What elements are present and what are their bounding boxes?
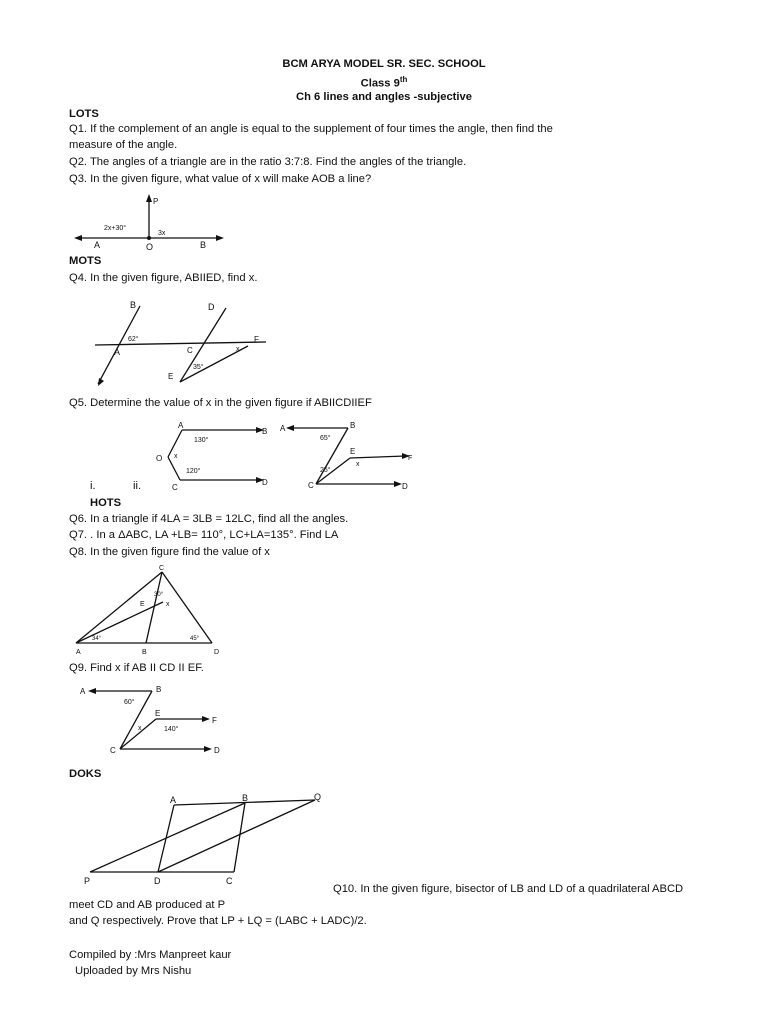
- angle-b-label: 65°: [320, 435, 331, 442]
- point-b: B: [242, 793, 249, 803]
- figure-q9: [80, 682, 230, 762]
- point-d: D: [154, 876, 161, 886]
- figure-label-i: i.: [90, 480, 96, 492]
- question-4: Q4. In the given figure, ABIIED, find x.: [69, 272, 258, 284]
- point-f: F: [408, 455, 413, 462]
- point-q: Q: [314, 792, 322, 802]
- question-1-line-1: Q1. If the complement of an angle is equal to the supplement of four times the angle, then find the: [69, 123, 553, 135]
- question-2: Q2. The angles of a triangle are in the ratio 3:7:8. Find the angles of the triangle.: [69, 156, 467, 168]
- point-b: B: [142, 649, 147, 656]
- point-f: F: [212, 716, 217, 725]
- point-o: O: [156, 454, 163, 463]
- question-9: Q9. Find x if AB II CD II EF.: [69, 662, 204, 674]
- point-c: C: [226, 876, 233, 886]
- angle-d-label: 45°: [190, 636, 200, 642]
- point-a: A: [178, 421, 184, 430]
- question-10-line-2: meet CD and AB produced at P: [69, 899, 226, 911]
- figure-q4: [90, 298, 280, 390]
- figure-q5-i: [148, 418, 273, 493]
- angle-c-label: 30°: [154, 592, 164, 598]
- figure-label-ii: ii.: [133, 480, 142, 492]
- point-b: B: [350, 421, 356, 430]
- point-p: P: [84, 876, 91, 886]
- point-a: A: [80, 687, 86, 696]
- question-10-line-1: Q10. In the given figure, bisector of LB and LD of a quadrilateral ABCD: [333, 883, 684, 895]
- angle-a-label: 62°: [128, 336, 139, 343]
- angle-e-label: 140°: [164, 726, 179, 733]
- point-a: A: [76, 649, 81, 656]
- point-e: E: [168, 372, 174, 381]
- angle-b-label: 60°: [124, 699, 135, 706]
- compiled-by: Compiled by :Mrs Manpreet kaur: [69, 949, 232, 961]
- section-mots: MOTS: [69, 255, 102, 267]
- figure-q10: [82, 792, 330, 888]
- point-d: D: [262, 478, 268, 487]
- class-suffix: th: [399, 75, 408, 84]
- question-3: Q3. In the given figure, what value of x will make AOB a line?: [69, 173, 372, 185]
- question-1-line-2: measure of the angle.: [69, 139, 178, 151]
- figure-q5-ii: [280, 418, 420, 493]
- uploaded-by: Uploaded by Mrs Nishu: [75, 965, 192, 977]
- section-lots: LOTS: [69, 108, 99, 120]
- point-a: A: [114, 347, 121, 357]
- point-o: O: [146, 242, 154, 252]
- question-10-line-3: and Q respectively. Prove that LP + LQ = (LABC + LADC)/2.: [69, 915, 367, 927]
- point-b: B: [156, 685, 162, 694]
- point-a: A: [94, 240, 101, 250]
- point-c: C: [172, 483, 178, 492]
- point-c: C: [159, 565, 165, 572]
- point-b: B: [262, 427, 268, 436]
- point-e: E: [155, 709, 161, 718]
- figure-q8: [70, 564, 230, 656]
- angle-a-label: 34°: [92, 636, 102, 642]
- school-name: BCM ARYA MODEL SR. SEC. SCHOOL: [282, 58, 486, 70]
- class-text: Class 9: [360, 77, 400, 90]
- angle-f-label: x: [236, 346, 240, 353]
- angle-x-label: x: [166, 601, 170, 608]
- angle-bottom-label: 120°: [186, 468, 201, 475]
- section-hots: HOTS: [90, 497, 122, 509]
- angle-x-label: x: [174, 453, 178, 460]
- angle-x-label: x: [138, 725, 142, 732]
- point-b: B: [200, 240, 207, 250]
- question-7: Q7. . In a ΔABC, LA +LB= 110°, LC+LA=135°. Find LA: [69, 529, 339, 541]
- point-a: A: [280, 424, 286, 433]
- point-d: D: [208, 302, 215, 312]
- figure-q3: [70, 190, 230, 252]
- angle-e-label: 35°: [193, 364, 204, 371]
- angle-right-label: 3x: [158, 230, 166, 237]
- point-e: E: [350, 447, 356, 456]
- class-title: [0, 73, 768, 91]
- point-c: C: [110, 746, 116, 755]
- point-d: D: [214, 649, 220, 656]
- point-c: C: [308, 481, 314, 490]
- point-e: E: [140, 601, 145, 608]
- angle-left-label: 2x+30°: [104, 225, 127, 232]
- point-c: C: [187, 346, 193, 355]
- angle-top-label: 130°: [194, 437, 209, 444]
- point-d: D: [214, 746, 220, 755]
- question-6: Q6. In a triangle if 4LA = 3LB = 12LC, find all the angles.: [69, 513, 349, 525]
- point-f: F: [254, 335, 259, 344]
- point-a: A: [170, 795, 177, 805]
- question-5: Q5. Determine the value of x in the given figure if ABIICDIIEF: [69, 397, 372, 409]
- angle-c-label: 25°: [320, 467, 331, 474]
- question-8: Q8. In the given figure find the value of x: [69, 546, 270, 558]
- angle-x-label: x: [356, 461, 360, 468]
- chapter-title: Ch 6 lines and angles -subjective: [296, 91, 472, 103]
- section-doks: DOKS: [69, 768, 102, 780]
- point-d: D: [402, 482, 408, 491]
- point-p: P: [153, 197, 159, 206]
- point-b: B: [130, 300, 137, 310]
